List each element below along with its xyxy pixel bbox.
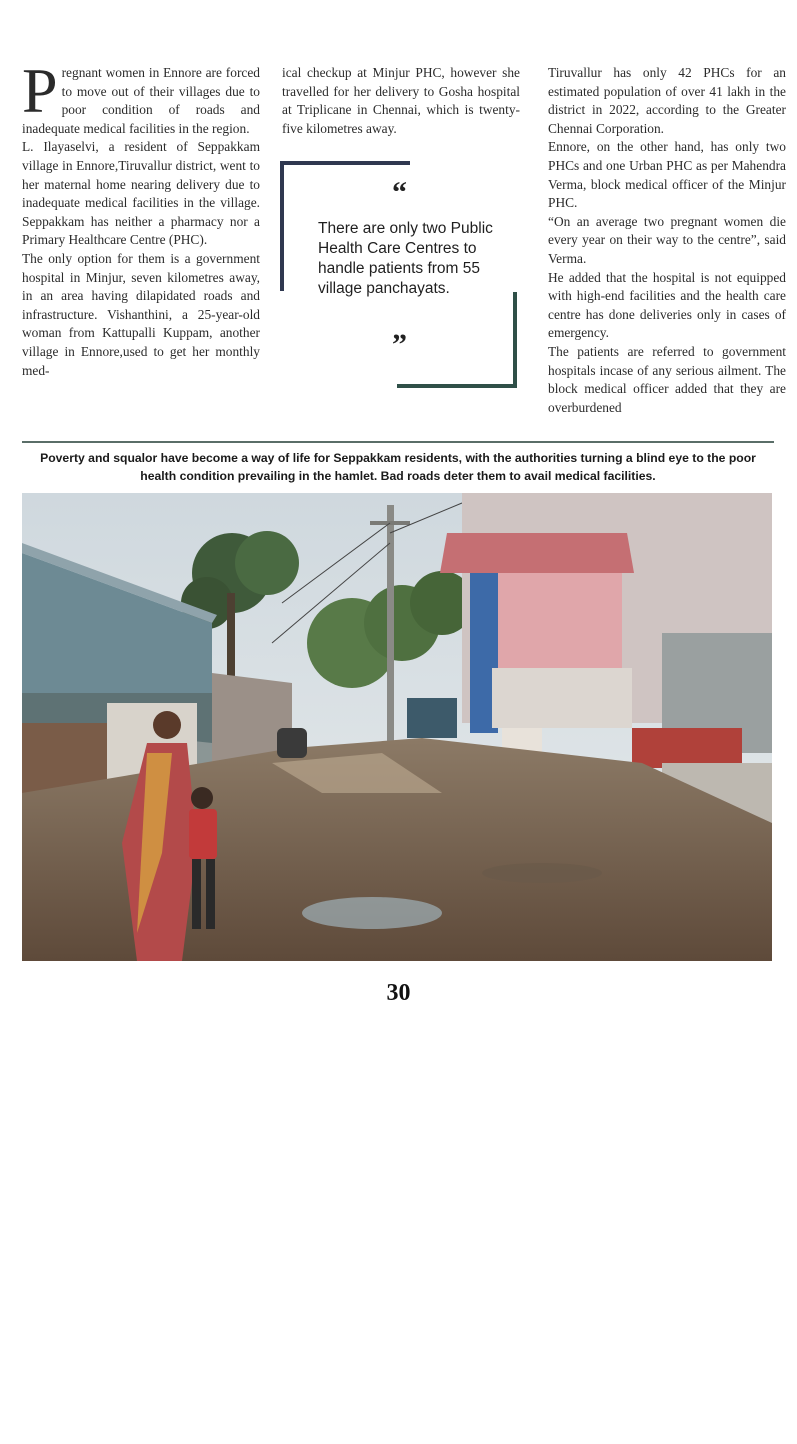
article-column-1 [22,55,260,380]
page-number: 30 [386,980,411,1006]
article-paragraph: He added that the hospital is not equipped with high-end facilities and the health care centre has done deliveries only in cases of emergency. [548,269,786,341]
article-paragraph: “On an average two pregnant women die every year on their way to the centre”, said Verma. [548,213,786,266]
pull-quote-frame-left [280,161,284,291]
photo-caption: Poverty and squalor have become a way of life for Seppakkam residents, with the authorities turning a blind eye to the poor health condition prevailing in the hamlet. Bad roads deter them to avail medical facilities. [40,451,756,483]
pull-quote-frame-top [280,161,410,165]
pull-quote-frame-bottom [397,384,517,388]
open-quote-icon: “ [392,176,407,209]
photo-credit: Photo Credits-Malavika Menon [588,1433,734,1444]
article-column-2 [282,64,520,138]
article-paragraph: Ennore, on the other hand, has only two PHCs and one Urban PHC as per Mahendra Verma, block medical officer of the Minjur PHC. [548,139,786,211]
article-paragraph: Tiruvallur has only 42 PHCs for an estimated population of over 41 lakh in the district in 2022, according to the Greater Chennai Corporation. [548,65,786,136]
article-paragraph: regnant women in Ennore are forced to move out of their villages due to poor condition of roads and inadequate medical facilities in the region. [22,65,260,136]
close-quote-icon: ” [392,328,407,361]
section-divider [22,441,774,443]
pull-quote-frame-right [513,292,517,388]
article-paragraph: L. Ilayaselvi, a resident of Seppakkam village in Ennore,Tiruvallur district, went to her maternal home nearing delivery due to inadequate medical facilities in the village. Seppakkam has neither a pharmacy nor a Primary Healthcare Centre (PHC). [22,139,260,248]
drop-cap: P [22,55,58,126]
article-paragraph: The patients are referred to government hospitals incase of any serious ailment. The block medical officer added that they are overburdened [548,343,786,415]
article-column-3 [548,64,786,417]
pull-quote-text: There are only two Public Health Care Centres to handle patients from 55 village panchayats. [318,220,493,297]
article-paragraph: The only option for them is a government hospital in Minjur, seven kilometres away, in an area having dilapidated roads and infrastructure. Vishanthini, a 25-year-old woman from Kattupalli Kuppam, another village in Ennore,used to get her monthly med- [22,250,260,378]
article-paragraph: ical checkup at Minjur PHC, however she travelled for her delivery to Gosha hospital at Triplicane in Chennai, which is twenty-five kilometres away. [282,65,520,136]
